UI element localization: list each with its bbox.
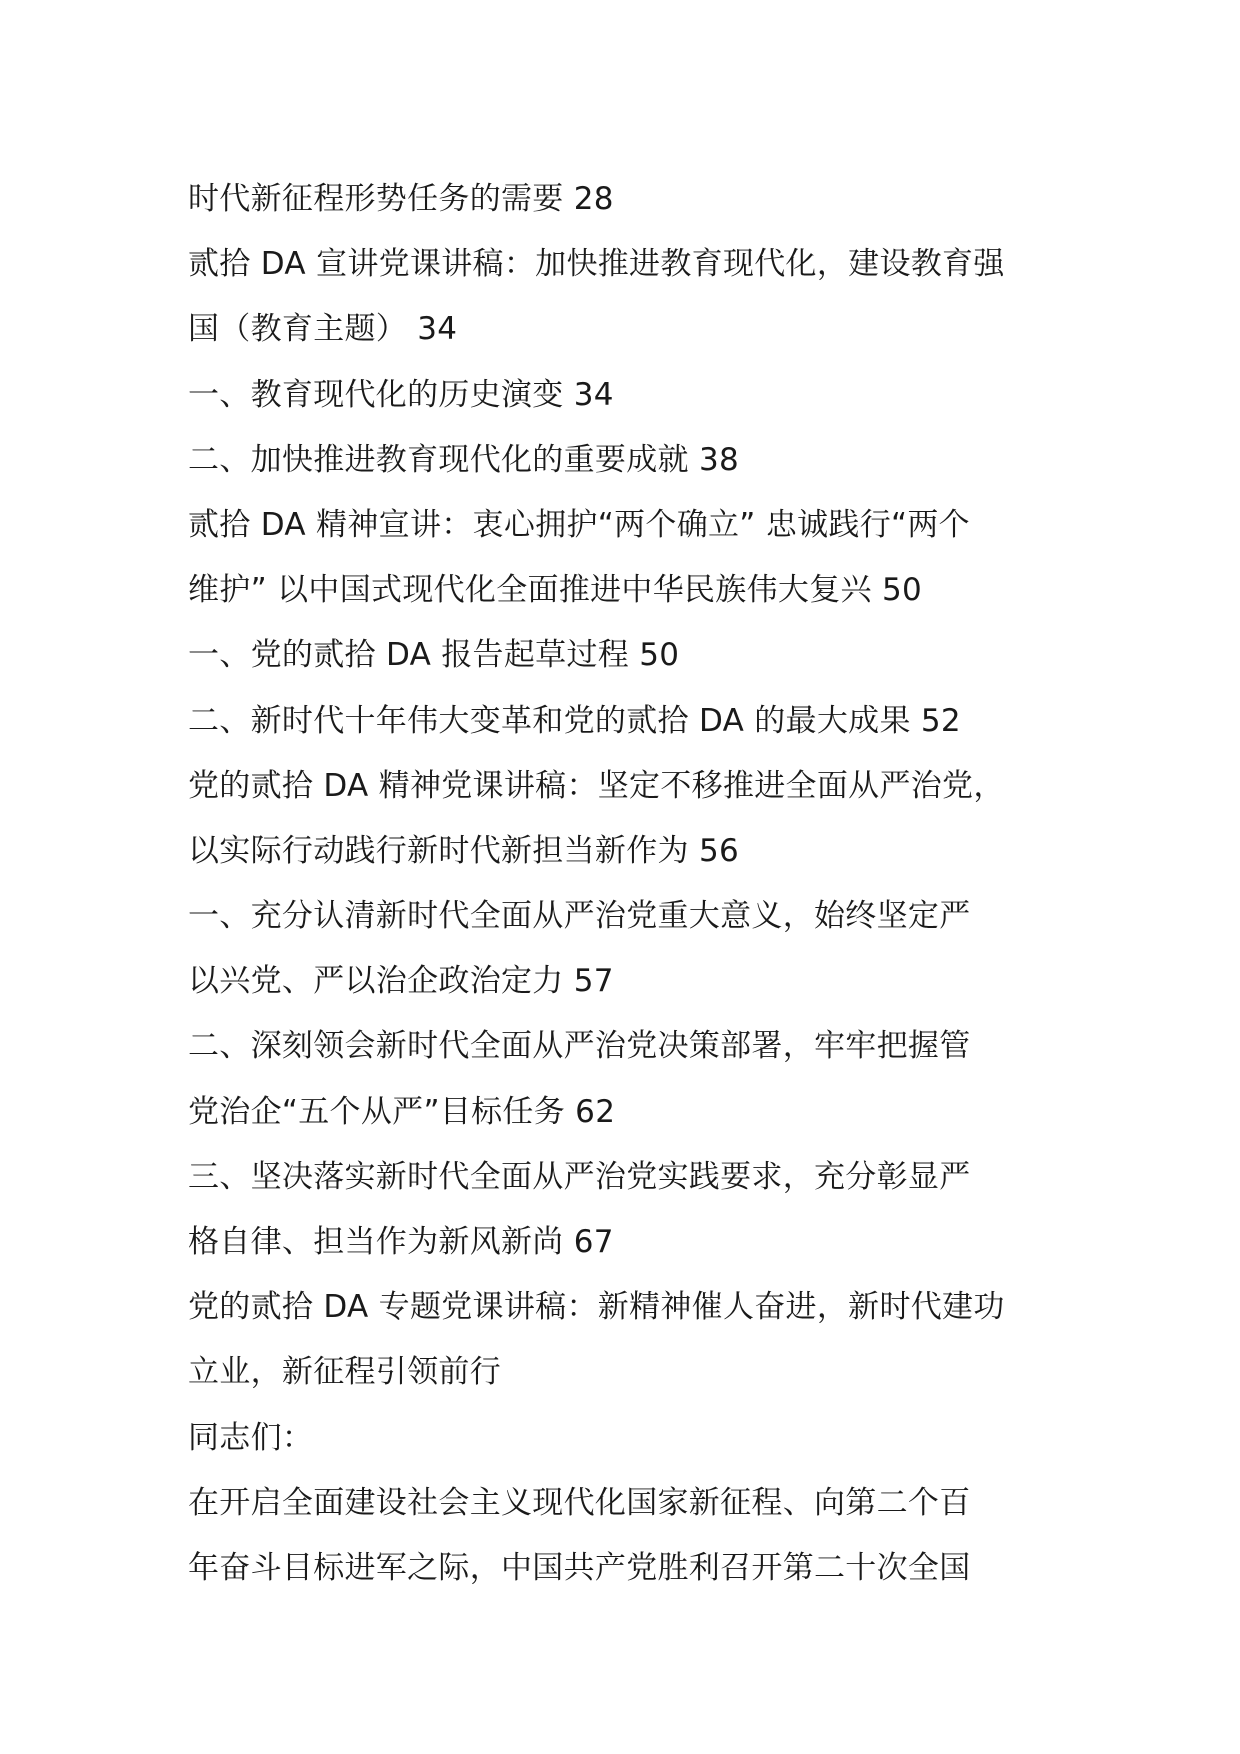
toc-line: 一、教育现代化的历史演变 34 [188, 376, 614, 413]
toc-line: 贰拾 DA 精神宣讲：衷心拥护“两个确立” 忠诚践行“两个 [188, 506, 970, 543]
toc-line: 三、坚决落实新时代全面从严治党实践要求，充分彰显严 [188, 1158, 971, 1195]
toc-line: 以兴党、严以治企政治定力 57 [188, 963, 614, 1000]
toc-line: 时代新征程形势任务的需要 28 [188, 181, 614, 217]
document-body [188, 167, 1068, 1601]
toc-line: 贰拾 DA 宣讲党课讲稿：加快推进教育现代化，建设教育强 [188, 246, 1005, 283]
toc-line: 党治企“五个从严”目标任务 62 [188, 1093, 616, 1130]
body-paragraph-line: 年奋斗目标进军之际，中国共产党胜利召开第二十次全国 [188, 1549, 971, 1586]
toc-line: 二、新时代十年伟大变革和党的贰拾 DA 的最大成果 52 [188, 702, 961, 739]
toc-line: 格自律、担当作为新风新尚 67 [188, 1224, 614, 1260]
section-title-line: 立业，新征程引领前行 [188, 1354, 501, 1391]
body-paragraph-line: 在开启全面建设社会主义现代化国家新征程、向第二个百 [188, 1484, 971, 1521]
toc-line: 二、加快推进教育现代化的重要成就 38 [188, 441, 739, 478]
toc-line: 维护” 以中国式现代化全面推进中华民族伟大复兴 50 [188, 572, 923, 609]
toc-line: 国（教育主题） 34 [188, 311, 458, 348]
toc-line: 二、深刻领会新时代全面从严治党决策部署，牢牢把握管 [188, 1028, 971, 1065]
salutation: 同志们： [188, 1419, 314, 1456]
toc-line: 党的贰拾 DA 精神党课讲稿：坚定不移推进全面从严治党， [188, 767, 1005, 804]
toc-line: 以实际行动践行新时代新担当新作为 56 [188, 832, 739, 869]
section-title-line: 党的贰拾 DA 专题党课讲稿：新精神催人奋进，新时代建功 [188, 1289, 1005, 1326]
toc-line: 一、党的贰拾 DA 报告起草过程 50 [188, 637, 680, 674]
toc-line: 一、充分认清新时代全面从严治党重大意义，始终坚定严 [188, 898, 971, 935]
